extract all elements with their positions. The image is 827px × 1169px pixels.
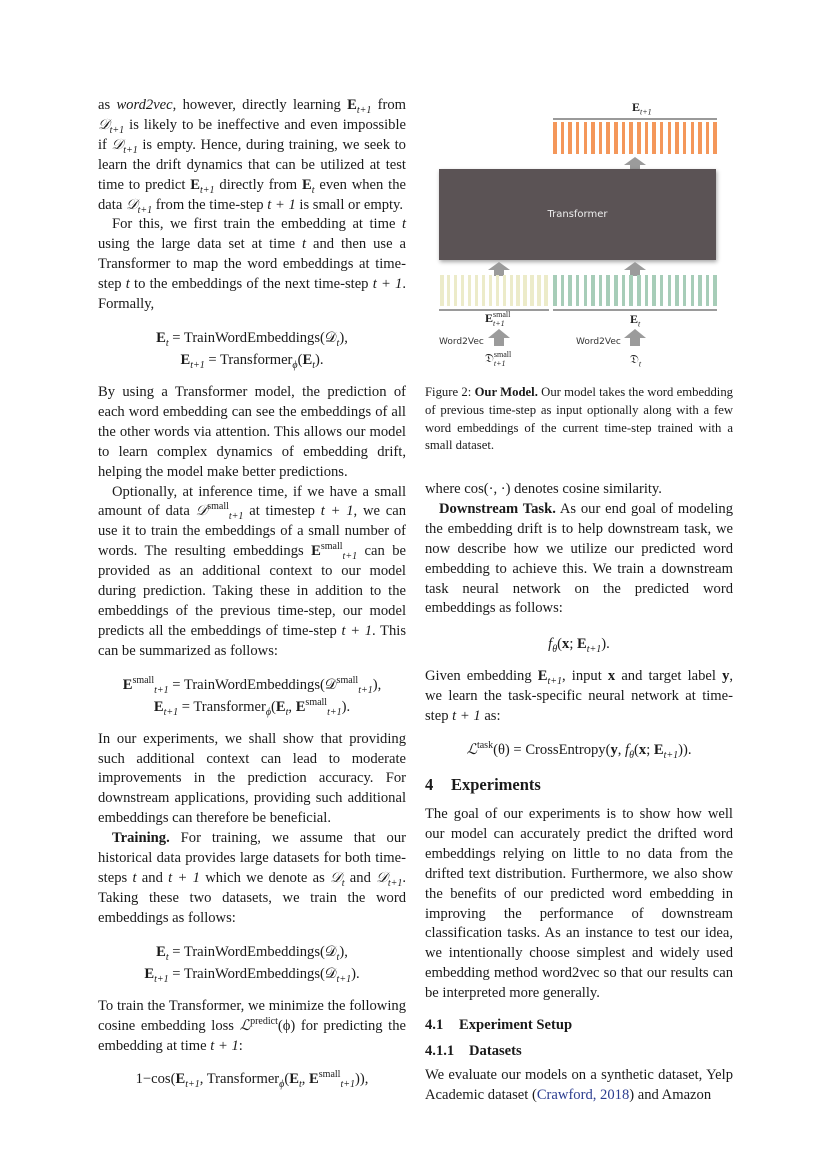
embedding-stripe (591, 122, 595, 154)
embedding-stripe (461, 275, 465, 306)
embedding-stripe (698, 275, 702, 306)
embedding-stripe (637, 122, 641, 154)
embedding-stripe (489, 275, 493, 306)
citation-link[interactable]: Crawford, 2018 (536, 1086, 630, 1103)
embedding-stripe (568, 275, 572, 306)
input-embedding-label: $E_t$ (630, 312, 641, 329)
embedding-stripe (584, 275, 588, 306)
paragraph-drift-intro: as word2vec, however, directly learning $E_{t+1}$ from 𝒟$_{t+1}$ is likely to be ineffective and even impossible if 𝒟$_{t+1}$ is empty. Hence, during training, we seek to learn the drift dynamics that can be utilized at test time to predict $E_{t+1}$ directly from $E_t$ even when the data 𝒟$_{t+1}$ from the time-step t + 1 is small or empty. (98, 97, 406, 216)
arrow-up-icon (624, 262, 646, 276)
embedding-stripe (622, 275, 626, 306)
embedding-stripe (537, 275, 541, 306)
large-data-label: 𝔇$_t$ (630, 352, 642, 369)
embedding-stripe (482, 275, 486, 306)
equation-train-both: $E_t$ = TrainWordEmbeddings(𝒟$_t$), $E_{t+1}$ = TrainWordEmbeddings(𝒟$_{t+1}$). (144, 943, 360, 985)
embedding-stripe (706, 275, 710, 306)
paragraph-experiments-goal: The goal of our experiments is to show how well our model can accurately predict the drifted word embeddings relying on little to no data from the drifted text distribution. Furthermore, we also show the benefits of our predicted word embedding in improving the performance of downstream classification tasks. As an instance to test our idea, we intentionally choose simplest and widely used embedding method word2vec so that our results can be interpreted more generally. (425, 805, 733, 1002)
paragraph-cosine-def: where cos(·, ·) denotes cosine similarity. (425, 481, 662, 497)
word2vec-label-left: Word2Vec (439, 337, 484, 347)
embedding-stripe (496, 275, 500, 306)
paragraph-optional-context: Optionally, at inference time, if we have a small amount of data 𝒟$^{small}_{t+1}$ at timestep t + 1, we can use it to train the embeddings of a small number of words. The resulting embeddings $E^{small}_{t+1}$ can be provided as an additional context to our model during prediction. Taking these in addition to the embeddings of the previous time-step, our model predicts all the embeddings of time-step t + 1. This can be summarized as follows: (98, 483, 407, 659)
arrow-up-icon (488, 329, 510, 346)
embedding-stripe (637, 275, 641, 306)
embedding-stripe (614, 275, 618, 306)
embedding-stripe (440, 275, 444, 306)
embedding-stripe (683, 275, 687, 306)
input-embedding-stripes (553, 275, 717, 306)
embedding-stripe (561, 275, 565, 306)
embedding-stripe (668, 275, 672, 306)
section-heading-experiment-setup: 4.1 Experiment Setup (425, 1017, 573, 1034)
small-embedding-label: E small t+1 (485, 310, 511, 328)
embedding-stripe (652, 122, 656, 154)
embedding-stripe (691, 122, 695, 154)
embedding-stripe (553, 275, 557, 306)
embedding-stripe (576, 275, 580, 306)
equation-downstream-fn: $f_\theta(x$; $E_{t+1}$). (548, 636, 610, 656)
embedding-stripe (713, 122, 717, 154)
equation-small-context: $E^{small}_{t+1}$ = TrainWordEmbeddings(𝒟$^{small}_{t+1}$), $E_{t+1}$ = $Transformer_\phi(E_t$, $E^{small}_{t+1}$). (122, 674, 382, 718)
embedding-stripe (675, 122, 679, 154)
transformer-box: Transformer (439, 169, 716, 260)
input-rule (553, 309, 717, 311)
embedding-stripe (503, 275, 507, 306)
embedding-stripe (606, 122, 610, 154)
embedding-stripe (468, 275, 472, 306)
embedding-stripe (530, 275, 534, 306)
paragraph-loss: To train the Transformer, we minimize the following cosine embedding loss ℒ$^{predict}$(ϕ) for predicting the embedding at time t + 1: (98, 997, 406, 1054)
embedding-stripe (510, 275, 514, 306)
embedding-stripe (629, 122, 633, 154)
embedding-stripe (706, 122, 710, 154)
paragraph-experiments-context: In our experiments, we shall show that providing such additional context can lead to moderate improvements in the prediction accuracy. For downstream applications, providing such additional embeddings can therefore be beneficial. (98, 730, 406, 827)
small-data-label: 𝔇 small t+1 (485, 350, 512, 368)
embedding-stripe (591, 275, 595, 306)
embedding-stripe (645, 275, 649, 306)
section-heading-experiments: 4 Experiments (425, 775, 541, 795)
output-embedding-stripes (553, 122, 717, 154)
embedding-stripe (660, 275, 664, 306)
paragraph-given-embedding: Given embedding $E_{t+1}$, input x and target label y, we learn the task-specific neural network at time-step t + 1 as: (425, 668, 734, 725)
embedding-stripe (652, 275, 656, 306)
equation-task-loss: ℒ$^{task}$(θ) = CrossEntropy(y, $f_\theta(x$; $E_{t+1}$)). (466, 740, 692, 761)
paragraph-downstream: Downstream Task. As our end goal of modeling the embedding drift is to help downstream task, we now describe how we utilize our predicted word embedding to achieve this. We train a downstream task neural network on the predicted word embeddings as follows: (425, 500, 733, 617)
embedding-stripe (645, 122, 649, 154)
section-heading-datasets: 4.1.1 Datasets (425, 1042, 522, 1059)
arrow-up-icon (624, 329, 646, 346)
word2vec-label-right: Word2Vec (576, 337, 621, 347)
embedding-stripe (561, 122, 565, 154)
embedding-stripe (606, 275, 610, 306)
embedding-stripe (568, 122, 572, 154)
output-rule (553, 118, 717, 120)
figure-caption: Figure 2: Our Model. Our model takes the word embedding of previous time-step as input optionally along with a few word embeddings of the current time-step trained with a small dataset. (425, 385, 734, 453)
paragraph-training: Training. For training, we assume that our historical data provides large datasets for both time-steps t and t + 1 which we denote as 𝒟$_t$ and 𝒟$_{t+1}$. Taking these two datasets, we train the word embeddings as follows: (98, 830, 406, 926)
embedding-stripe (516, 275, 520, 306)
embedding-stripe (629, 275, 633, 306)
figure-model-diagram (425, 96, 733, 376)
left-column (98, 96, 406, 1102)
embedding-stripe (584, 122, 588, 154)
embedding-stripe (447, 275, 451, 306)
embedding-stripe (475, 275, 479, 306)
equation-cosine-loss: $1-\cos(E_{t+1}$, $Transformer_\phi(E_t$, $E^{small}_{t+1}$)), (135, 1069, 369, 1091)
embedding-stripe (599, 275, 603, 306)
embedding-stripe (576, 122, 580, 154)
paragraph-datasets: We evaluate our models on a synthetic dataset, Yelp Academic dataset (Crawford, 2018) and Amazon (425, 1066, 733, 1103)
paragraph-attention: By using a Transformer model, the prediction of each word embedding can see the embeddings of all the other words via attention. This allows our model to learn complex dynamics of embedding drift, helping the model make better predictions. (98, 383, 406, 480)
embedding-stripe (614, 122, 618, 154)
output-embedding-label: $E_{t+1}$ (632, 100, 652, 117)
embedding-stripe (523, 275, 527, 306)
equation-train-transformer: $E_t$ = TrainWordEmbeddings(𝒟$_t$), $E_{t+1}$ = $Transformer_\phi(E_t)$. (156, 329, 348, 371)
embedding-stripe (599, 122, 603, 154)
embedding-stripe (698, 122, 702, 154)
embedding-stripe (454, 275, 458, 306)
embedding-stripe (668, 122, 672, 154)
embedding-stripe (683, 122, 687, 154)
embedding-stripe (622, 122, 626, 154)
embedding-stripe (691, 275, 695, 306)
embedding-stripe (713, 275, 717, 306)
right-column (425, 480, 733, 1106)
small-embedding-stripes (440, 275, 548, 306)
embedding-stripe (675, 275, 679, 306)
embedding-stripe (553, 122, 557, 154)
embedding-stripe (544, 275, 548, 306)
paragraph-first-train: For this, we first train the embedding at time t using the large data set at time t and then use a Transformer to map the word embeddings at time-step t to the embeddings of the next time-step t + 1. Formally, (98, 216, 406, 313)
embedding-stripe (660, 122, 664, 154)
arrow-up-icon (488, 262, 510, 276)
